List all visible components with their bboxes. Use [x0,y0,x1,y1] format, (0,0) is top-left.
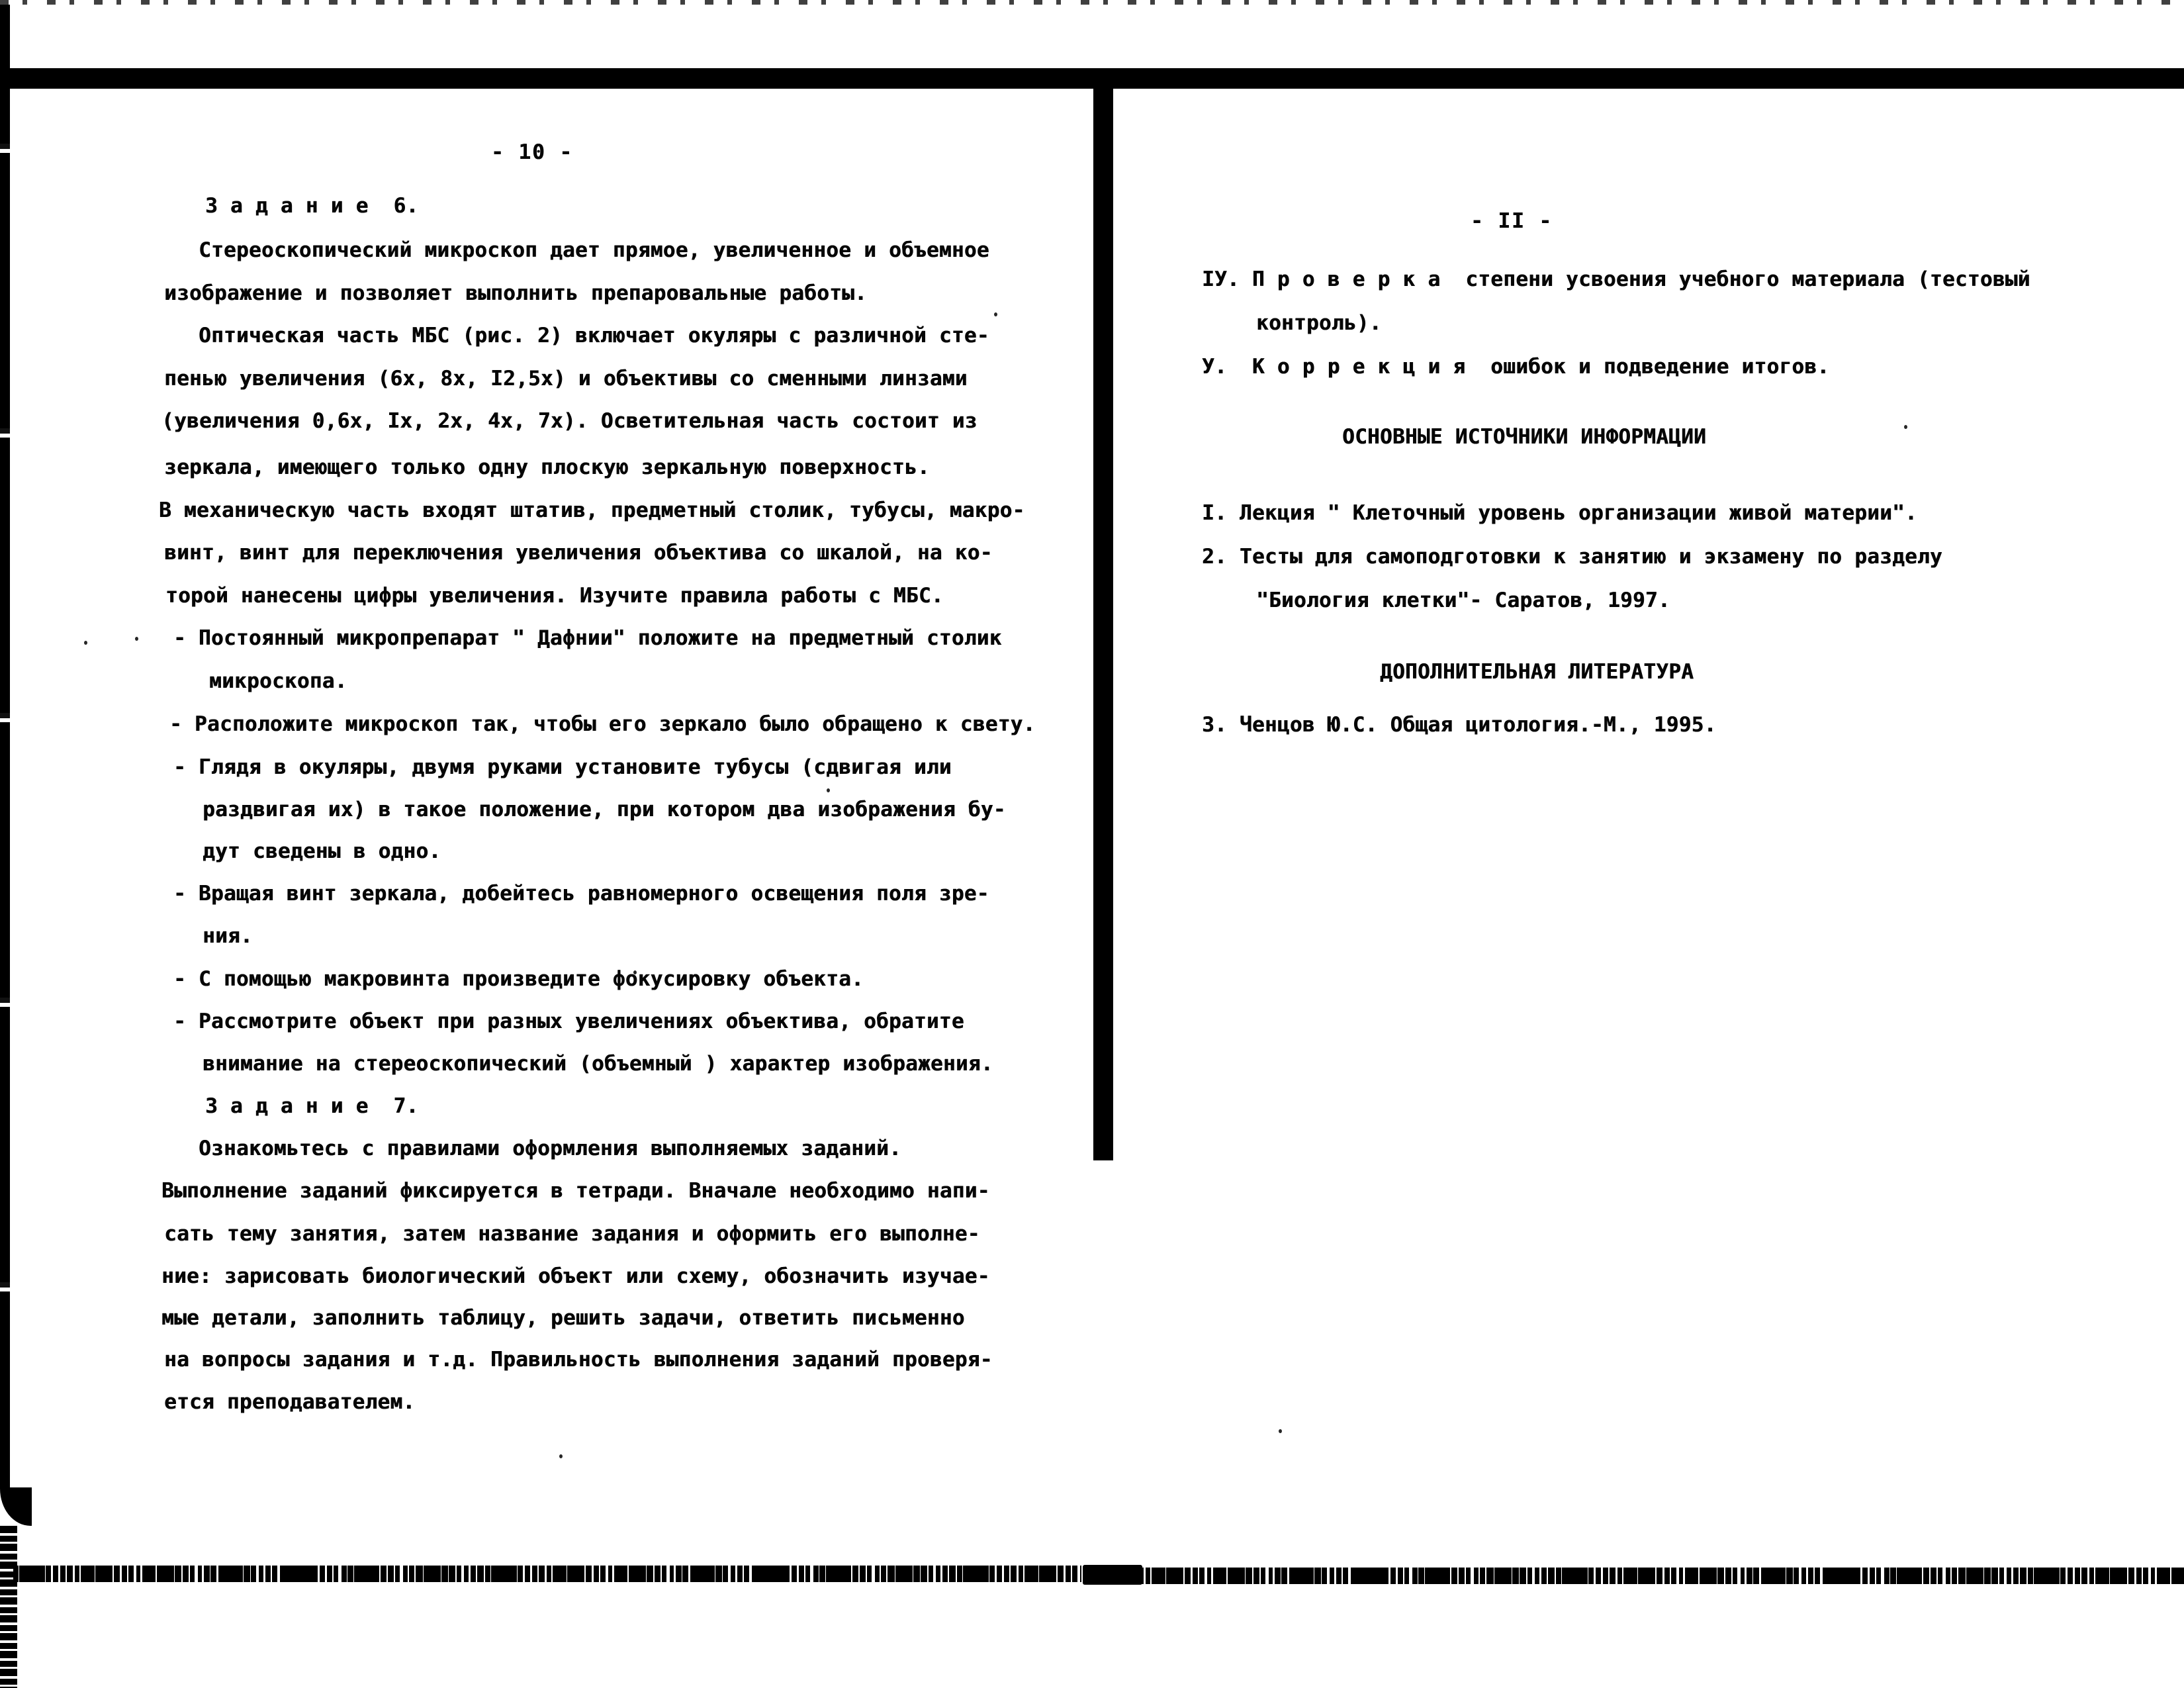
scan-speck [994,312,997,316]
list-item-line: - С помощью макровинта произведите фокусировку объекта. [173,967,864,991]
list-item-line: - Постоянный микропрепарат " Дафнии" положите на предметный столик [173,626,1002,650]
task-7-heading: З а д а н и е 7. [205,1094,419,1118]
text-line: ния. [203,924,253,948]
text-line: "Биология клетки"- Саратов, 1997. [1256,588,1670,612]
text-line: Стереоскопический микроскоп дает прямое, увеличенное и объемное [199,238,989,262]
scan-speck [135,637,138,641]
text-line: Выполнение заданий фиксируется в тетради. Вначале необходимо напи- [161,1179,990,1203]
text-line: пенью увеличения (6х, 8х, I2,5х) и объективы со сменными линзами [164,367,968,391]
scan-speck [827,788,830,792]
source-item-2: 2. Тесты для самоподготовки к занятию и экзамену по разделу [1202,545,1942,569]
text-line: (увеличения 0,6х, Iх, 2х, 4х, 7х). Осветительная часть состоит из [161,409,978,433]
scan-top-bar-fray [0,0,2184,5]
text-line: ние: зарисовать биологический объект или схему, обозначить изучае- [161,1264,990,1288]
task-6-heading: З а д а н и е 6. [205,194,419,218]
text-line: зеркала, имеющего только одну плоскую зеркальную поверхность. [164,455,930,479]
scan-speck [559,1454,563,1458]
outline-item-iv: IУ. П р о в е р к а степени усвоения учебного материала (тестовый [1202,267,2030,291]
text-line: изображение и позволяет выполнить препаровальные работы. [164,281,867,305]
scan-gutter-bar [1093,68,1113,1160]
scan-speck [1904,425,1907,429]
text-line: ется преподавателем. [164,1390,416,1414]
section-heading-additional: ДОПОЛНИТЕЛЬНАЯ ЛИТЕРАТУРА [1380,660,1694,684]
list-item-line: - Вращая винт зеркала, добейтесь равномерного освещения поля зре- [173,882,989,906]
text-line: дут сведены в одно. [203,839,441,863]
scan-bottom-band-right [1084,1568,2184,1584]
text-line: внимание на стереоскопический (объемный ) характер изображения. [203,1052,993,1076]
scan-gutter-speckle [0,1526,17,1688]
page-number-right: - II - [1471,209,1553,233]
source-item-1: I. Лекция " Клеточный уровень организации живой материи". [1202,501,1917,525]
page-number-left: - 10 - [491,140,573,164]
scan-left-edge-line [0,5,10,1487]
text-line: мые детали, заполнить таблицу, решить задачи, ответить письменно [161,1306,965,1330]
list-item-line: - Глядя в окуляры, двумя руками установите тубусы (сдвигая или [173,755,952,779]
text-line: сать тему занятия, затем название задания и оформить его выполне- [164,1222,980,1246]
scan-speck [84,641,87,645]
text-line: Ознакомьтесь с правилами оформления выполняемых заданий. [199,1137,901,1160]
text-line: В механическую часть входят штатив, предметный столик, тубусы, макро- [159,498,1025,522]
scan-bottom-blob [1083,1565,1142,1585]
text-line: на вопросы задания и т.д. Правильность выполнения заданий проверя- [164,1348,993,1372]
list-item-line: - Рассмотрите объект при разных увеличениях объектива, обратите [173,1009,964,1033]
text-line: раздвигая их) в такое положение, при котором два изображения бу- [203,798,1006,821]
source-item-3: 3. Ченцов Ю.С. Общая цитология.-М., 1995. [1202,713,1717,737]
section-heading-sources: ОСНОВНЫЕ ИСТОЧНИКИ ИНФОРМАЦИИ [1342,425,1706,449]
outline-item-v: У. К о р р е к ц и я ошибок и подведение итогов. [1202,355,1830,379]
scan-top-bar [0,68,2184,89]
scan-gutter-corner [0,1487,32,1526]
list-item-line: - Расположите микроскоп так, чтобы его зеркало было обращено к свету. [169,712,1036,736]
scan-speck [1279,1429,1282,1433]
scan-bottom-band-left [13,1566,1081,1582]
text-line: микроскопа. [209,669,347,693]
text-line: торой нанесены цифры увеличения. Изучите правила работы с МБС. [165,584,944,608]
text-line: Оптическая часть МБС (рис. 2) включает окуляры с различной сте- [199,324,989,348]
text-line: контроль). [1256,311,1382,335]
text-line: винт, винт для переключения увеличения объектива со шкалой, на ко- [164,541,993,565]
